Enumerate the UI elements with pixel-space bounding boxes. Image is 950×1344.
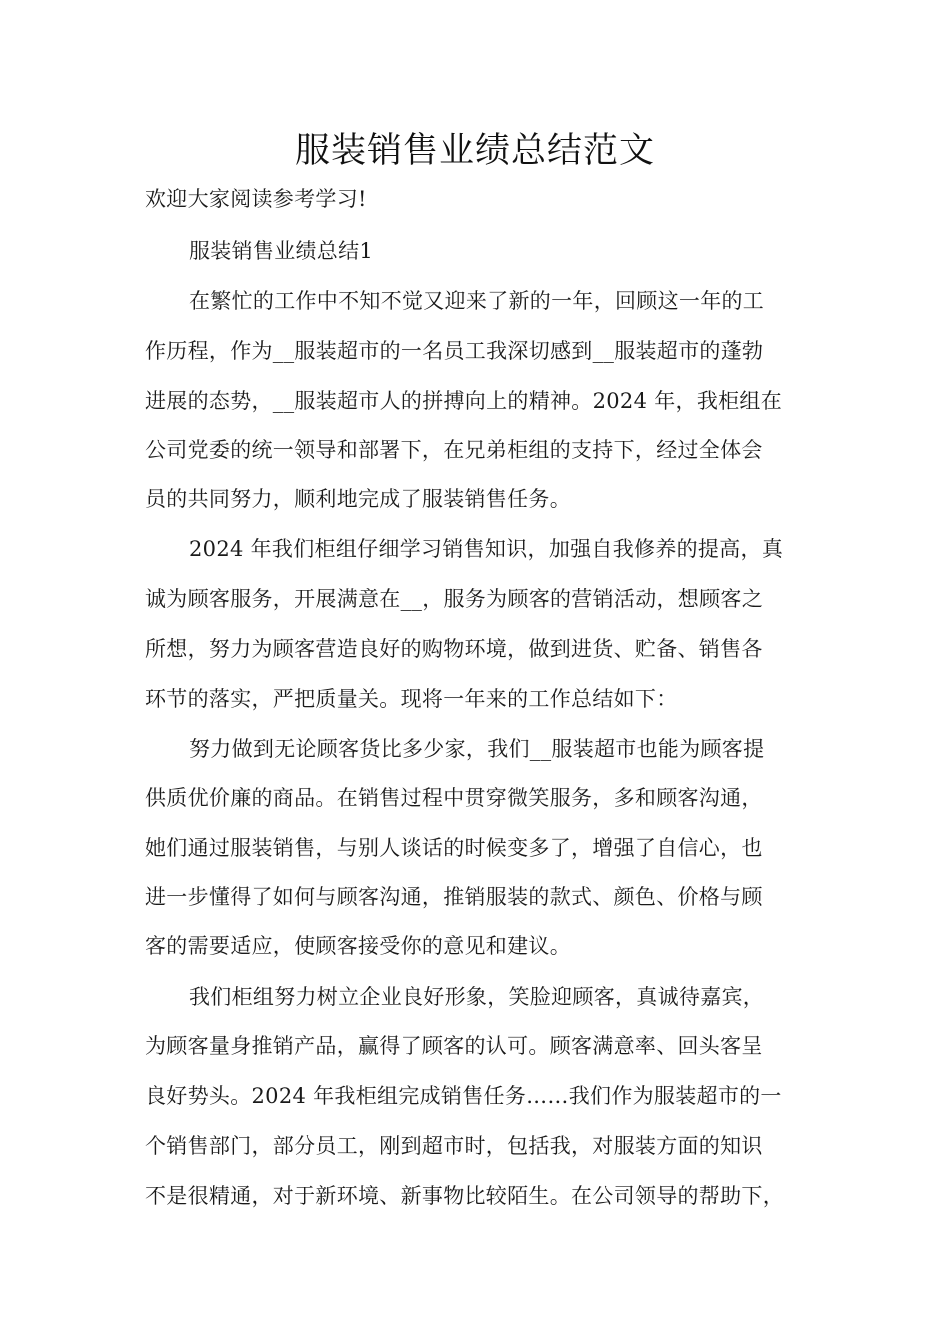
paragraph-2-line-2: 诚为顾客服务，开展满意在__，服务为顾客的营销活动，想顾客之 [145,587,763,611]
paragraph-1-line-5: 员的共同努力，顺利地完成了服装销售任务。 [145,487,571,511]
paragraph-1-line-1: 在繁忙的工作中不知不觉又迎来了新的一年，回顾这一年的工 [189,289,765,313]
paragraph-3-line-2: 供质优价廉的商品。在销售过程中贯穿微笑服务，多和顾客沟通， [145,786,763,810]
paragraph-3-line-5: 客的需要适应，使顾客接受你的意见和建议。 [145,934,571,958]
paragraph-3-line-1: 努力做到无论顾客货比多少家，我们__服装超市也能为顾客提 [189,737,765,761]
paragraph-4-line-5: 不是很精通，对于新环境、新事物比较陌生。在公司领导的帮助下， [145,1184,784,1208]
paragraph-3-line-3: 她们通过服装销售，与别人谈话的时候变多了，增强了自信心，也 [145,836,763,860]
paragraph-1-line-2: 作历程，作为__服装超市的一名员工我深切感到__服装超市的蓬勃 [145,339,764,363]
paragraph-4-line-4: 个销售部门，部分员工，刚到超市时，包括我，对服装方面的知识 [145,1134,763,1158]
paragraph-3-line-4: 进一步懂得了如何与顾客沟通，推销服装的款式、颜色、价格与顾 [145,885,763,909]
paragraph-4-line-2: 为顾客量身推销产品，赢得了顾客的认可。顾客满意率、回头客呈 [145,1034,763,1058]
paragraph-2-line-1: 2024 年我们柜组仔细学习销售知识，加强自我修养的提高，真 [189,537,784,561]
paragraph-4-line-3: 良好势头。2024 年我柜组完成销售任务……我们作为服装超市的一 [145,1084,782,1108]
document-title: 服装销售业绩总结范文 [294,131,655,171]
greeting-text: 欢迎大家阅读参考学习! [145,187,367,211]
paragraph-1-line-4: 公司党委的统一领导和部署下，在兄弟柜组的支持下，经过全体会 [145,438,763,462]
paragraph-2-line-3: 所想，努力为顾客营造良好的购物环境，做到进货、贮备、销售各 [145,637,763,661]
paragraph-4-line-1: 我们柜组努力树立企业良好形象，笑脸迎顾客，真诚待嘉宾， [189,985,765,1009]
paragraph-2-line-4: 环节的落实，严把质量关。现将一年来的工作总结如下： [145,687,678,711]
section-subtitle: 服装销售业绩总结1 [189,239,374,263]
paragraph-1-line-3: 进展的态势，__服装超市人的拼搏向上的精神。2024 年，我柜组在 [145,389,783,413]
